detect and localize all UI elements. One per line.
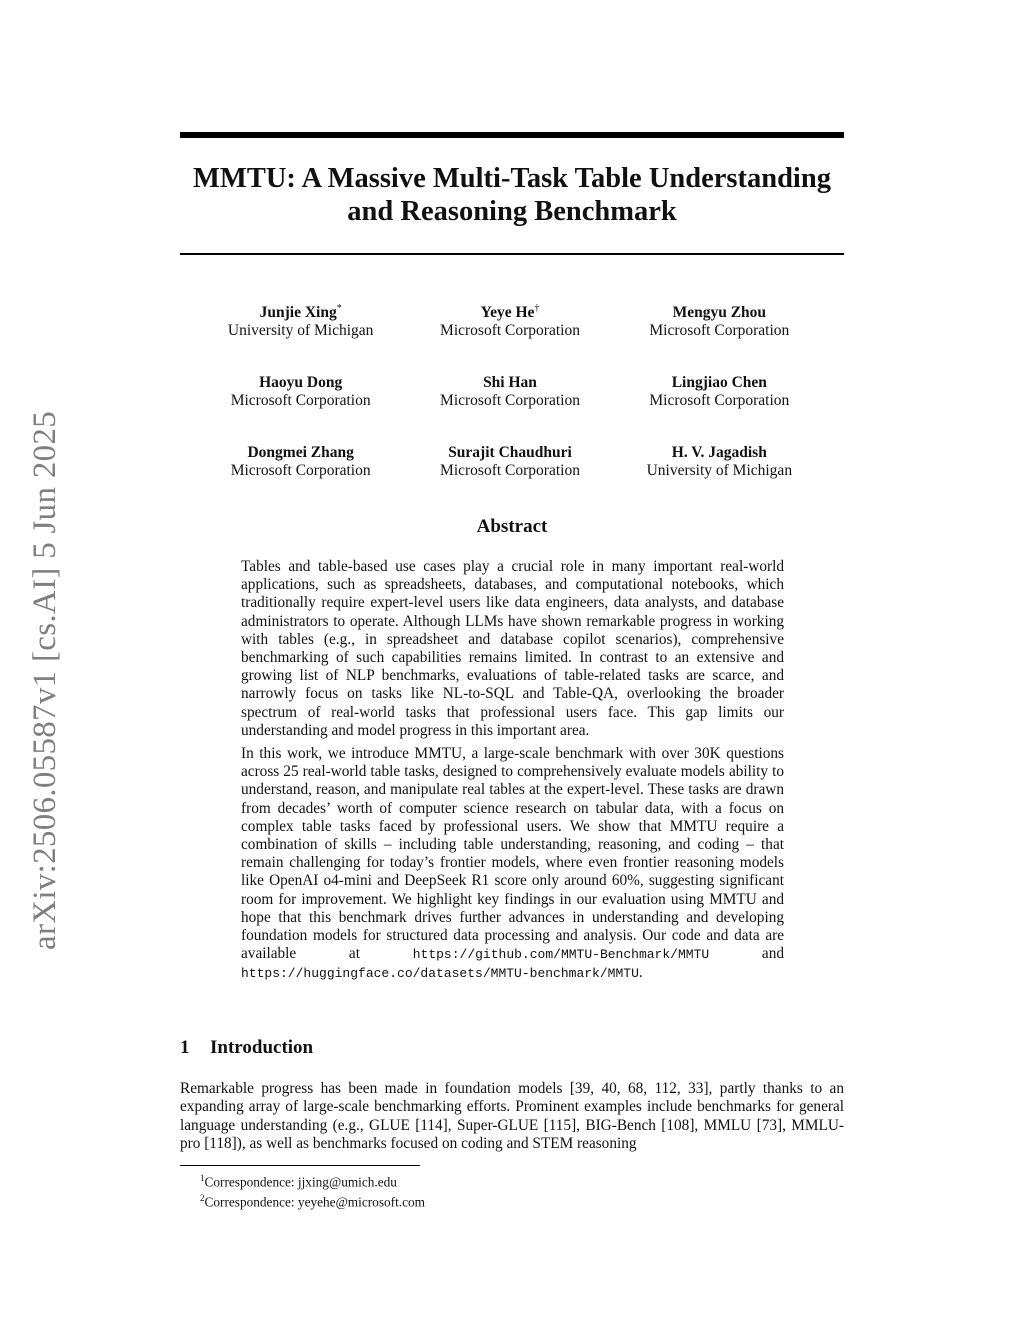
paper-title: MMTU: A Massive Multi-Task Table Understanding and Reasoning Benchmark xyxy=(193,163,831,227)
footnotes xyxy=(200,1170,425,1211)
author-affiliation: Microsoft Corporation xyxy=(440,462,580,480)
introduction-paragraph: Remarkable progress has been made in foundation models [39, 40, 68, 112, 33], partly thanks to an expanding array of large-scale benchmarking efforts. Prominent examples include benchmarks for general language understanding (e.g., GLUE [114], Super-GLUE [115], BIG-Bench [108], MMLU [73], MMLU-pro [118]), as well as benchmarks focused on coding and STEM reasoning xyxy=(180,1080,844,1152)
author xyxy=(196,370,405,410)
github-link[interactable]: https://github.com/MMTU-Benchmark/MMTU xyxy=(412,947,710,963)
author-mark: * xyxy=(336,303,342,314)
author-affiliation: University of Michigan xyxy=(227,322,374,340)
author-name: Lingjiao Chen xyxy=(671,374,767,392)
author-name: Mengyu Zhou xyxy=(672,304,767,322)
abstract-paragraph xyxy=(241,745,784,984)
abstract-paragraph: Tables and table-based use cases play a crucial role in many important real-world applications, such as spreadsheets, databases, and computational notebooks, which traditionally require expert-level users like data engineers, data analysts, and database administrators to operate. Although LLMs have shown remarkable progress in working with tables (e.g., in spreadsheet and database copilot scenarios), comprehensive benchmarking of such capabilities remains limited. In contrast to an extensive and growing list of NLP benchmarks, evaluations of table-related tasks are scarce, and narrowly focus on tasks like NL-to-SQL and Table-QA, overlooking the broader spectrum of real-world tasks that professional users face. This gap limits our understanding and model progress in this important area. xyxy=(241,558,784,739)
footnote xyxy=(200,1190,425,1210)
author-name: Dongmei Zhang xyxy=(247,444,354,462)
arxiv-stamp xyxy=(20,370,70,950)
footnote xyxy=(200,1170,425,1190)
author-name: Surajit Chaudhuri xyxy=(448,444,572,462)
section-title: Introduction xyxy=(210,1037,314,1058)
abstract-paragraph-text: In this work, we introduce MMTU, a large-scale benchmark with over 30K questions across 25 real-world table tasks, designed to comprehensively evaluate models ability to understand, reason, and manipulate real tables at the expert-level. These tasks are drawn from decades’ worth of computer science research on tabular data, with a focus on complex table tasks faced by professional users. We show that MMTU require a combination of skills – including table understanding, reasoning, and coding – that remain challenging for today’s frontier models, where even frontier reasoning models like OpenAI o4-mini and DeepSeek R1 score only around 60%, suggesting significant room for improvement. We highlight key findings in our evaluation using MMTU and hope that this benchmark drives further advances in understanding and developing foundation models for structured data processing and analysis. Our code and data are available at xyxy=(241,745,784,963)
author xyxy=(405,440,614,480)
author-mark: † xyxy=(534,303,540,314)
author xyxy=(405,370,614,410)
footnote-text: Correspondence: yeyehe@microsoft.com xyxy=(204,1194,425,1210)
huggingface-link[interactable]: https://huggingface.co/datasets/MMTU-benchmark/MMTU xyxy=(241,966,639,982)
abstract-period: . xyxy=(638,964,643,982)
arxiv-identifier: arXiv:2506.05587v1 [cs.AI] 5 Jun 2025 xyxy=(27,410,63,950)
author xyxy=(196,300,405,340)
author-affiliation: Microsoft Corporation xyxy=(230,462,371,480)
abstract-body xyxy=(241,558,784,989)
title-top-rule xyxy=(180,132,844,138)
footnote-rule xyxy=(180,1165,420,1166)
abstract-and: and xyxy=(761,945,784,963)
author xyxy=(615,440,824,480)
author-name: Haoyu Dong xyxy=(259,374,343,392)
author-affiliation: Microsoft Corporation xyxy=(440,392,580,410)
author-affiliation: Microsoft Corporation xyxy=(230,392,371,410)
author xyxy=(615,370,824,410)
footnote-text: Correspondence: jjxing@umich.edu xyxy=(204,1174,397,1190)
author-name: Junjie Xing xyxy=(259,304,337,322)
author-name: Shi Han xyxy=(483,374,537,392)
author-affiliation: Microsoft Corporation xyxy=(649,392,790,410)
author-name: Yeye He xyxy=(480,304,535,322)
footnote-number: 2 xyxy=(200,1193,205,1204)
abstract-heading: Abstract xyxy=(476,516,548,537)
author-affiliation: University of Michigan xyxy=(646,462,793,480)
section-number: 1 xyxy=(180,1037,190,1058)
author-affiliation: Microsoft Corporation xyxy=(440,322,580,340)
footnote-number: 1 xyxy=(200,1173,205,1183)
author xyxy=(405,300,614,340)
author-block xyxy=(196,300,824,480)
title-bottom-rule xyxy=(180,253,844,255)
author xyxy=(615,300,824,340)
author xyxy=(196,440,405,480)
author-affiliation: Microsoft Corporation xyxy=(649,322,790,340)
section-heading-introduction xyxy=(180,1037,313,1059)
author-name: H. V. Jagadish xyxy=(671,444,767,462)
